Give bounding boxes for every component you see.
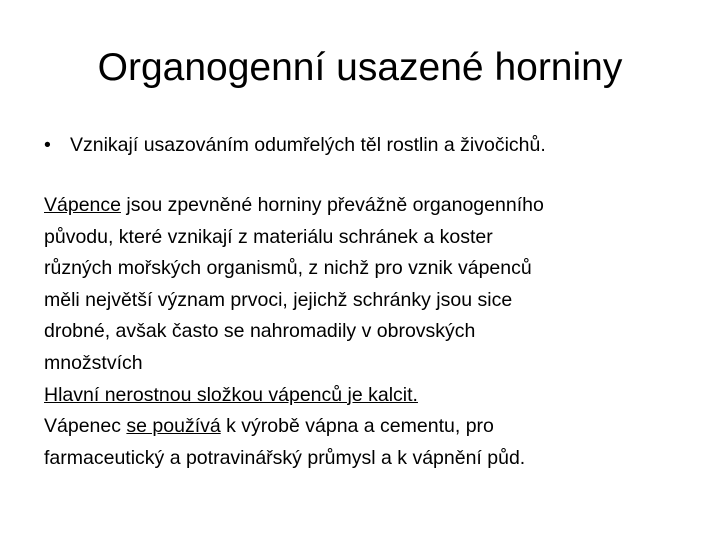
paragraph-line-4: měli největší význam prvoci, jejichž schránky jsou sice	[44, 288, 513, 311]
paragraph-line-6: množstvích	[44, 351, 143, 374]
paragraph-line-8	[44, 411, 684, 443]
paragraph-line-7-calcite: Hlavní nerostnou složkou vápenců je kalcit.	[44, 383, 418, 406]
paragraph-line-8-start: Vápenec	[44, 415, 127, 438]
bullet-marker: •	[44, 134, 51, 156]
paragraph-line-8-rest: k výrobě vápna a cementu, pro	[220, 415, 494, 438]
paragraph-line-1	[44, 190, 684, 222]
bullet-item	[44, 130, 546, 160]
paragraph-line-8-underlined: se používá	[126, 415, 221, 438]
paragraph-line-9: farmaceutický a potravinářský průmysl a k vápnění půd.	[44, 446, 526, 469]
paragraph-line-2: původu, které vznikají z materiálu schránek a koster	[44, 225, 493, 248]
body-paragraph	[44, 190, 684, 474]
paragraph-line-5: drobné, avšak často se nahromadily v obrovských	[44, 320, 476, 343]
term-vapence: Vápence	[44, 194, 121, 216]
slide-title: Organogenní usazené horniny	[97, 46, 623, 89]
bullet-text: Vznikají usazováním odumřelých těl rostlin a živočichů.	[70, 134, 546, 156]
paragraph-line-3: různých mořských organismů, z nichž pro vznik vápenců	[44, 257, 532, 280]
paragraph-line-1-rest: jsou zpevněné horniny převážně organogenního	[120, 194, 544, 216]
